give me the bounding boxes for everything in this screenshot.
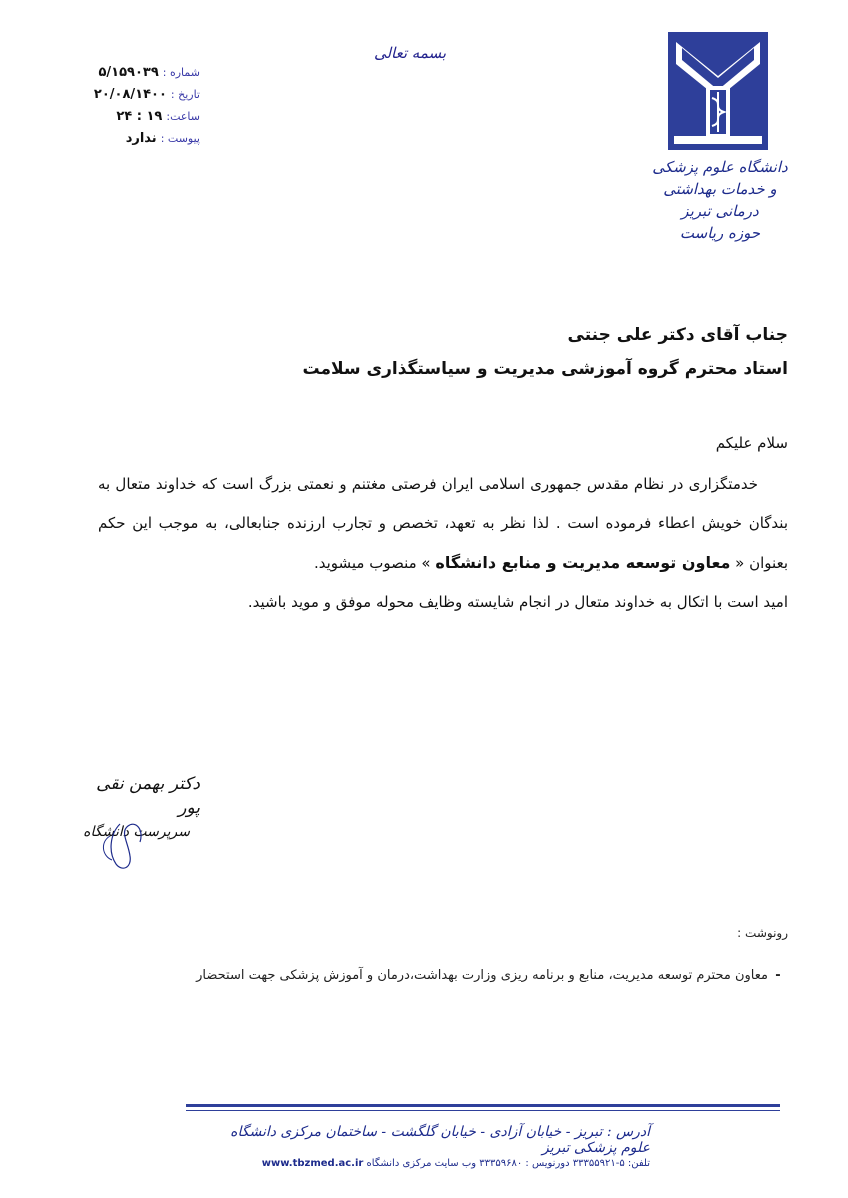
- meta-number-value: ۵/۱۵۹۰۳۹: [98, 65, 159, 80]
- university-name: [640, 156, 800, 244]
- university-logo: [668, 32, 768, 150]
- letter-metadata: [60, 62, 200, 150]
- signatory-title: سرپرست دانشگاه: [83, 824, 190, 840]
- signature-scribble: [80, 772, 200, 882]
- meta-attachment: [60, 128, 200, 150]
- paragraph-text: » منصوب میشوید.: [313, 554, 436, 572]
- cc-bullet: -: [775, 968, 781, 983]
- meta-time-label: ساعت:: [166, 110, 200, 123]
- closing-sentence: امید است با اتکال به خداوند متعال در انجام شایسته وظایف محوله موفق و موید باشید.: [247, 593, 788, 611]
- letter-body: [98, 424, 788, 622]
- signature-block: [80, 772, 200, 882]
- cc-recipient: معاون محترم توسعه مدیریت، منابع و برنامه ریزی وزارت بهداشت،درمان و آموزش پزشکی جهت استحضار: [196, 968, 768, 983]
- university-name-line: دانشگاه علوم پزشکی: [652, 158, 788, 176]
- meta-number-label: شماره :: [162, 66, 200, 79]
- appointed-position: معاون توسعه مدیریت و منابع دانشگاه: [435, 553, 731, 572]
- meta-date-label: تاریخ :: [170, 88, 200, 101]
- meta-number: [60, 62, 200, 84]
- footer-address: آدرس : تبریز - خیابان آزادی - خیابان گلگشت - ساختمان مرکزی دانشگاه علوم پزشکی تبریز: [230, 1124, 650, 1156]
- footer-website-link[interactable]: www.tbzmed.ac.ir: [261, 1158, 364, 1169]
- meta-time: [60, 106, 200, 128]
- footer-contact: [250, 1158, 650, 1169]
- addressee-position: استاد محترم گروه آموزشی مدیریت و سیاستگذاری سلامت: [302, 359, 788, 379]
- footer-divider-thin: [186, 1110, 780, 1111]
- footer-phone-fax: تلفن: ۵-۳۳۳۵۵۹۲۱ دورنویس : ۳۳۳۵۹۶۸۰ وب سایت مرکزی دانشگاه: [366, 1158, 650, 1169]
- signatory-name: دکتر بهمن نقی پور: [96, 774, 200, 818]
- meta-attachment-label: پیوست :: [160, 132, 200, 145]
- addressee-block: [228, 318, 788, 386]
- university-name-line: و خدمات بهداشتی درمانی تبریز: [663, 180, 777, 220]
- appointment-paragraph: [98, 465, 788, 583]
- meta-date: [60, 84, 200, 106]
- meta-time-value: ۱۹ : ۲۴: [116, 109, 163, 124]
- footer-divider: [186, 1104, 780, 1111]
- university-name-line: حوزه ریاست: [679, 224, 761, 242]
- addressee-name: جناب آقای دکتر علی جنتی: [567, 325, 788, 345]
- meta-date-value: ۲۰/۰۸/۱۴۰۰: [93, 87, 167, 102]
- greeting: سلام علیکم: [715, 434, 788, 452]
- footer-divider-thick: [186, 1104, 780, 1107]
- bismillah-heading: بسمه تعالی: [373, 44, 447, 62]
- cc-list-item: [108, 968, 788, 983]
- cc-title: رونوشت :: [737, 926, 788, 940]
- meta-attachment-value: ندارد: [125, 131, 157, 146]
- paragraph-text: خدمتگزاری در نظام مقدس جمهوری اسلامی ایران فرصتی مغتنم و نعمتی بزرگ است که خداوند متعال به بندگان خویش اعطاء فرموده است . لذا نظر به تعهد، تخصص و تجارب ارزنده جنابعالی، به موجب این حکم بعنوان «: [98, 475, 788, 572]
